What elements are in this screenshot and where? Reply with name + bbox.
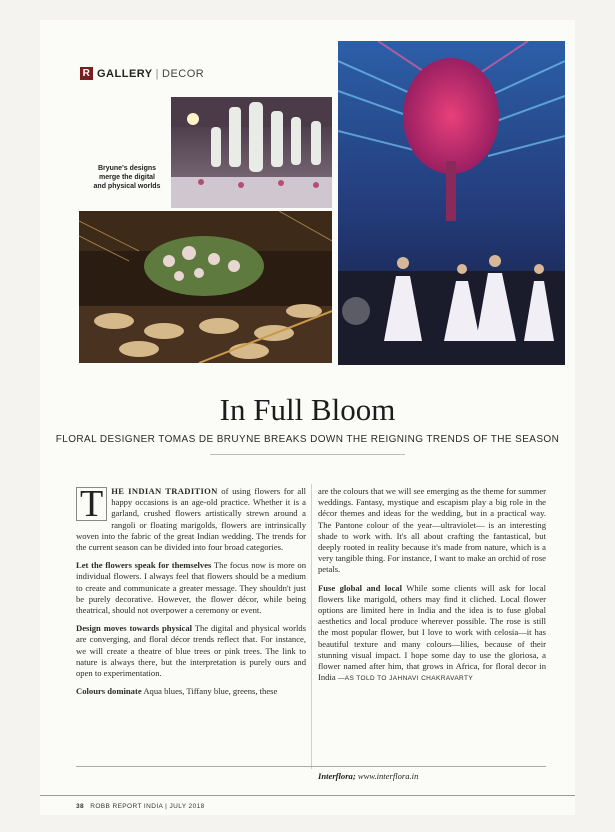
article-title: In Full Bloom xyxy=(219,392,396,427)
section-body: The digital and physical worlds are converging, and floral décor trends reflect that. For instance, we will create a theatre of blue trees or pink trees. The link to nature is always there, but the interpretation is purely ours and open to experimentation. xyxy=(76,623,306,679)
page-folio xyxy=(76,803,205,810)
interflora-name: Interflora; xyxy=(318,771,356,781)
folio-separator: | xyxy=(165,803,168,810)
article-column-right xyxy=(318,486,546,691)
section-body: While some clients will ask for local flowers like marigold, others may find it cliched. Local flower options are limited here in India and the idea is to fuse global aesthetics and local produce wherever possible. The rose is still the most popular flower, but I love to work with celosia—it has beautiful texture and many colours—lilies, because of their stunning visual impact. I hope some day to use the gloriosa, a flower named after him, that grows in Africa, for floral decor in India xyxy=(318,582,546,683)
column-divider xyxy=(311,484,312,769)
article-column-left xyxy=(76,483,307,704)
footer-rule xyxy=(76,766,546,767)
intro-text: of using flowers for all happy occasions is an age-old practice. Whether it is a garland, crushed flowers artistically strewn around a rangoli or floating marigolds, flowers are intrinsically woven into the fabric of the great Indian wedding. The trends for the current season can be divided into four broad categories. xyxy=(76,486,306,553)
drop-cap: T xyxy=(76,487,107,521)
section-paragraph xyxy=(76,686,306,697)
title-divider xyxy=(210,454,405,455)
page-bottom-rule xyxy=(40,795,575,796)
robb-report-logo: R xyxy=(80,67,93,80)
section-label: GALLERY xyxy=(97,67,153,80)
photo-caption: Bryune's designs merge the digital and physical worlds xyxy=(93,165,161,190)
section-paragraph xyxy=(76,560,306,616)
article-subtitle: FLORAL DESIGNER TOMAS DE BRUYNE BREAKS DOWN THE REIGNING TRENDS OF THE SEASON xyxy=(55,434,560,445)
section-heading: Design moves towards physical xyxy=(76,623,193,634)
header-separator: | xyxy=(155,67,160,80)
issue-date: JULY 2018 xyxy=(169,803,205,810)
stage-performance-photo xyxy=(338,41,565,365)
subsection-label: DECOR xyxy=(162,67,205,80)
section-body: The focus now is more on individual flowers. I always feel that flowers should be a medium to create and communicate a greater message. They shouldn't just be purely decorative. However, the flower décor, while being theatrical, should not overpower a ceremony or event. xyxy=(76,560,307,616)
section-paragraph xyxy=(318,583,546,685)
author-credit: —AS TOLD TO JAHNAVI CHAKRAVARTY xyxy=(337,675,474,683)
intro-paragraph xyxy=(76,483,306,553)
banquet-hall-photo xyxy=(79,211,332,363)
section-paragraph xyxy=(76,623,306,679)
section-heading: Fuse global and local xyxy=(318,582,402,593)
chandelier-photo xyxy=(171,97,332,208)
section-heading: Colours dominate xyxy=(76,686,142,697)
continued-paragraph: are the colours that we will see emerging as the theme for summer weddings. Fantasy, mystique and escapism play a big role in the décor themes and ideas for the wedding, but in a practical way. The Pantone colour of the year—ultraviolet— is an interesting shade to work with. It's all about crafting the fantastical, but deeply rooted in reality because it's made from nature, which is a very tangible thing. For instance, I want to make an orchid of rose petals. xyxy=(318,486,546,575)
interflora-link[interactable] xyxy=(318,771,418,781)
section-heading: Let the flowers speak for themselves xyxy=(76,560,212,571)
publication-name: ROBB REPORT INDIA xyxy=(90,803,163,810)
lead-in: HE INDIAN TRADITION xyxy=(111,486,218,496)
interflora-url: www.interflora.in xyxy=(355,771,419,781)
section-body: Aqua blues, Tiffany blue, greens, these xyxy=(141,686,278,697)
section-header xyxy=(80,67,204,80)
page-number: 38 xyxy=(76,803,85,810)
